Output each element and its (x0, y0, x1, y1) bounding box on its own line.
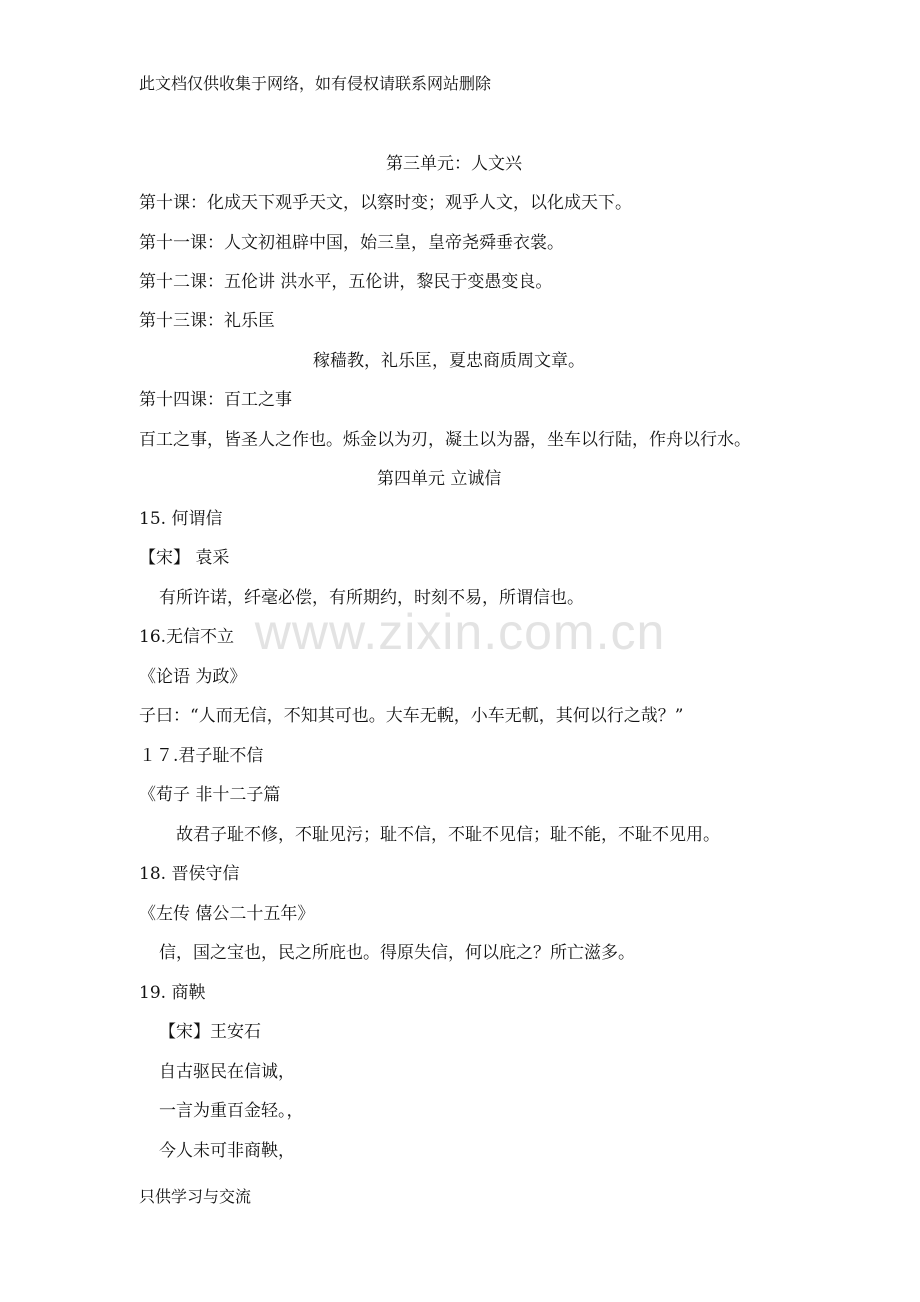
section-19-line-2: 一言为重百金轻。， (159, 1101, 304, 1121)
section-15-title: 15. 何谓信 (139, 509, 223, 529)
section-18-title: 18. 晋侯守信 (139, 864, 240, 884)
lesson-12: 第十二课：五伦讲 洪水平，五伦讲，黎民于变愚变良。 (139, 272, 553, 292)
section-16-source: 《论语 为政》 (139, 667, 247, 687)
watermark: www.zixin.com.cn (254, 604, 666, 660)
section-19-line-1: 自古驱民在信诚， (159, 1062, 295, 1082)
lesson-10: 第十课：化成天下观乎天文，以察时变；观乎人文，以化成天下。 (139, 193, 632, 213)
lesson-11: 第十一课：人文初祖辟中国，始三皇，皇帝尧舜垂衣裳。 (139, 233, 564, 253)
section-15-author: 【宋】 袁采 (139, 548, 230, 568)
section-15-text: 有所许诺，纤毫必偿，有所期约，时刻不易，所谓信也。 (159, 588, 584, 608)
section-19-author: 【宋】王安石 (159, 1022, 261, 1042)
unit4-title: 第四单元 立诚信 (377, 469, 502, 489)
section-16-title: 16.无信不立 (139, 627, 235, 647)
lesson-13-title: 第十三课：礼乐匡 (139, 311, 275, 331)
lesson-14-text: 百工之事，皆圣人之作也。烁金以为刃，凝土以为器，坐车以行陆，作舟以行水。 (139, 430, 751, 450)
section-18-source: 《左传 僖公二十五年》 (139, 904, 315, 924)
section-17-title: １７.君子耻不信 (139, 746, 264, 766)
unit3-title: 第三单元：人文兴 (386, 154, 522, 174)
section-18-text: 信，国之宝也，民之所庇也。得原失信，何以庇之？所亡滋多。 (159, 943, 635, 963)
footer-notice: 只供学习与交流 (139, 1187, 252, 1206)
section-19-title: 19. 商鞅 (139, 983, 206, 1003)
section-16-text: 子曰：“人而无信，不知其可也。大车无輗，小车无軏，其何以行之哉？” (139, 706, 684, 726)
section-19-line-3: 今人未可非商鞅， (159, 1141, 295, 1161)
header-notice: 此文档仅供收集于网络，如有侵权请联系网站删除 (139, 74, 492, 93)
lesson-13-text: 稼穑教，礼乐匡，夏忠商质周文章。 (313, 351, 585, 371)
section-17-text: 故君子耻不修，不耻见污；耻不信，不耻不见信；耻不能，不耻不见用。 (176, 825, 720, 845)
section-17-source: 《荀子 非十二子篇 (139, 785, 281, 805)
lesson-14-title: 第十四课：百工之事 (139, 390, 292, 410)
